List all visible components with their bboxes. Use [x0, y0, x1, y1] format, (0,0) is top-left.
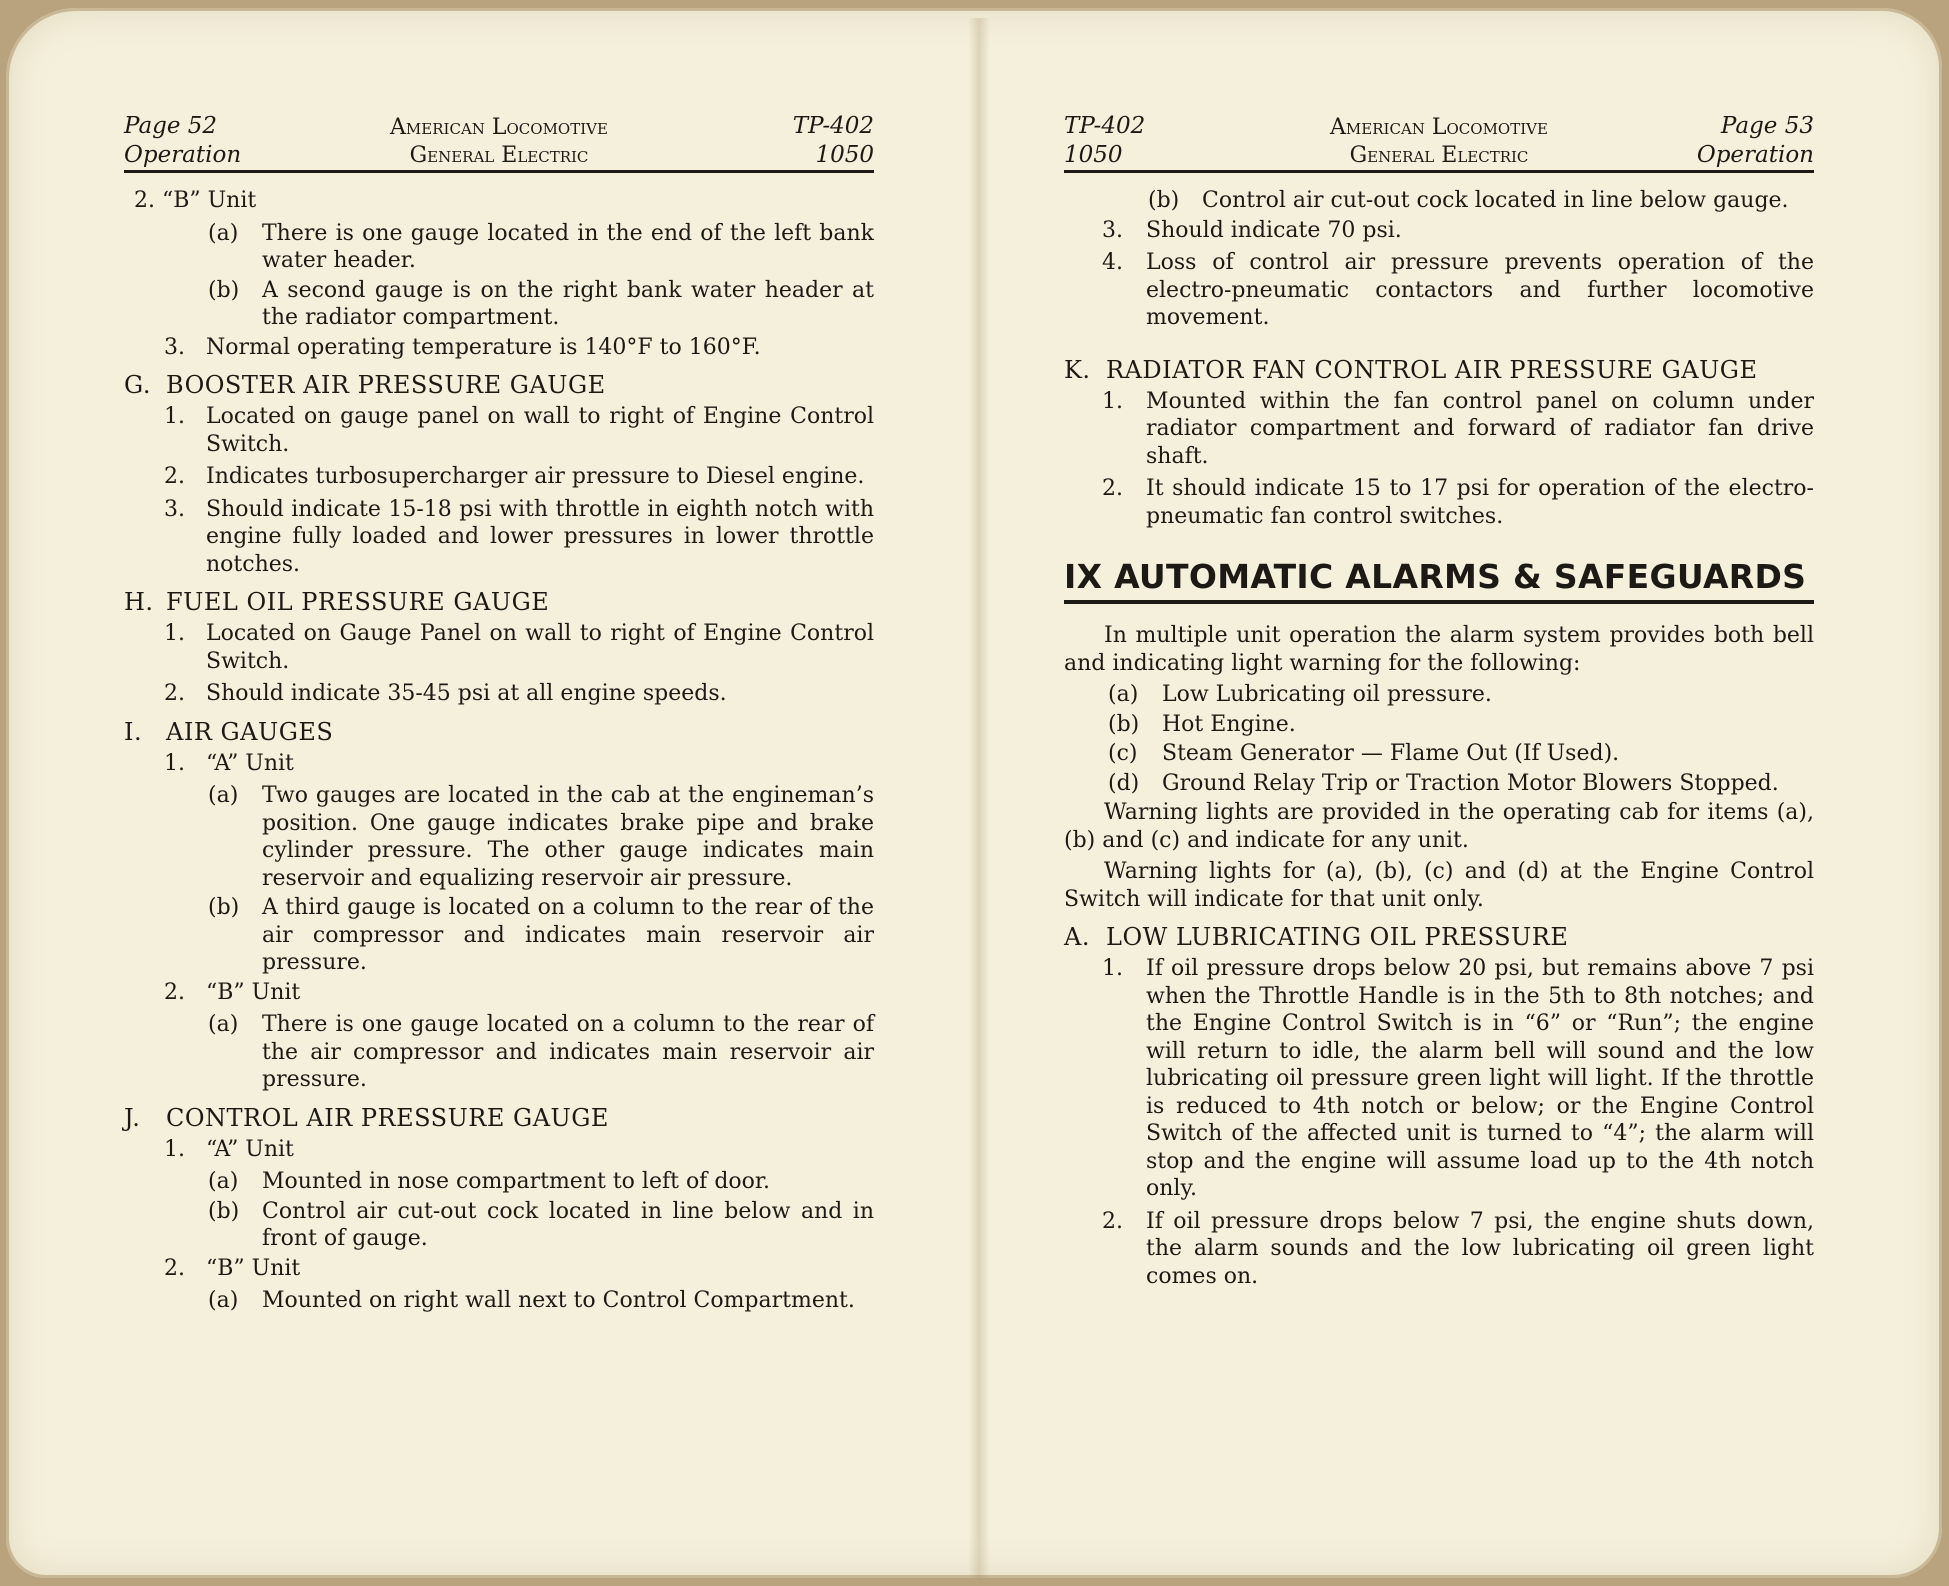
- item-text: Located on gauge panel on wall to right of Engine Control Switch.: [206, 404, 874, 457]
- list-item: [1102, 249, 1814, 332]
- item-marker: K.: [1064, 355, 1091, 384]
- item-text: 2. “B” Unit: [134, 188, 257, 213]
- item-marker: (b): [208, 277, 240, 303]
- item-text: Low Lubricating oil pressure.: [1162, 682, 1492, 707]
- item-text: Should indicate 35-45 psi at all engine speeds.: [206, 681, 727, 706]
- section-heading-g: [124, 371, 874, 399]
- item-text: A third gauge is located on a column to the rear of the air compressor and indicates main reservoir air pressure.: [262, 895, 874, 975]
- item-text: Loss of control air pressure prevents operation of the electro-pneumatic contactors and further locomotive movement.: [1146, 250, 1814, 330]
- list-item: [1102, 1208, 1814, 1291]
- section-heading-h: [124, 588, 874, 616]
- item-text: “B” Unit: [206, 979, 301, 1005]
- list-item: [164, 334, 874, 362]
- item-text: Normal operating temperature is 140°F to 160°F.: [206, 334, 761, 360]
- publisher-line-2: General Electric: [1349, 143, 1529, 168]
- item-marker: G.: [124, 371, 151, 399]
- section-heading-j: [124, 1104, 874, 1132]
- item-marker: (a): [208, 1012, 239, 1037]
- doc-number: 1050: [1064, 142, 1123, 168]
- item-text: “A” Unit: [206, 1136, 294, 1162]
- item-text: Control air cut-out cock located in line below gauge.: [1202, 188, 1789, 213]
- item-text: Mounted in nose compartment to left of door.: [262, 1169, 770, 1194]
- list-item: [164, 463, 874, 491]
- item-marker: 1.: [1102, 388, 1123, 414]
- item-marker: (b): [208, 895, 240, 920]
- item-text: There is one gauge located in the end of the left bank water header.: [262, 220, 874, 273]
- page-number: Page 52: [124, 113, 218, 139]
- item-text: Steam Generator — Flame Out (If Used).: [1162, 741, 1620, 766]
- item-marker: 2.: [1102, 476, 1123, 501]
- list-item: [1108, 681, 1814, 709]
- item-text: Indicates turbosupercharger air pressure to Diesel engine.: [206, 464, 865, 489]
- item-marker: 2.: [164, 464, 185, 489]
- item-text: Two gauges are located in the cab at the engineman’s position. One gauge indicates brake pipe and brake cylinder pressure. The other gauge indicates main reservoir and equalizing reservoir air pressure.: [262, 783, 874, 891]
- doc-code: TP-402: [792, 113, 874, 139]
- item-marker: H.: [124, 588, 154, 616]
- intro-paragraph: In multiple unit operation the alarm system provides both bell and indicating light warning for the following:: [1064, 623, 1814, 676]
- item-marker: (a): [208, 783, 239, 808]
- item-marker: J.: [124, 1103, 141, 1132]
- item-text: “A” Unit: [206, 750, 294, 776]
- item-text: A second gauge is on the right bank water header at the radiator compartment.: [262, 277, 874, 330]
- list-item: [164, 403, 874, 458]
- list-item: [208, 277, 874, 332]
- item-text: Mounted within the fan control panel on column under radiator compartment and forward of radiator fan drive shaft.: [1146, 388, 1814, 469]
- item-text: Ground Relay Trip or Traction Motor Blowers Stopped.: [1162, 770, 1779, 796]
- list-item: [1102, 217, 1814, 245]
- list-item: [208, 1168, 874, 1196]
- header-right: [1697, 112, 1814, 170]
- publisher-line-1: American Locomotive: [1330, 115, 1548, 140]
- list-item: [208, 894, 874, 977]
- item-marker: (b): [1148, 188, 1180, 213]
- item-marker: 4.: [1102, 250, 1123, 275]
- item-marker: 1.: [1102, 956, 1123, 981]
- item-text: Located on Gauge Panel on wall to right of Engine Control Switch.: [206, 621, 874, 674]
- item-text: RADIATOR FAN CONTROL AIR PRESSURE GAUGE: [1106, 355, 1758, 384]
- list-item: [1108, 770, 1814, 798]
- left-page: [124, 108, 874, 1317]
- list-item: [164, 979, 874, 1007]
- item-text: AIR GAUGES: [166, 717, 334, 746]
- publisher-line-2: General Electric: [409, 143, 589, 168]
- item-marker: (a): [208, 1288, 239, 1313]
- list-item: [164, 496, 874, 579]
- section-label: Operation: [124, 142, 242, 168]
- gutter: [968, 18, 990, 1578]
- item-marker: 3.: [1102, 217, 1123, 243]
- item-marker: 2.: [164, 979, 185, 1005]
- item-marker: 1.: [164, 404, 185, 429]
- list-item: [1148, 187, 1814, 215]
- item-marker: 2.: [164, 1255, 185, 1281]
- list-item: [164, 1255, 874, 1283]
- doc-code: TP-402: [1064, 113, 1146, 139]
- item-marker: (a): [208, 1169, 239, 1194]
- item-text: There is one gauge located on a column to the rear of the air compressor and indicates main reservoir air pressure.: [262, 1012, 874, 1092]
- item-text: Mounted on right wall next to Control Compartment.: [262, 1288, 855, 1313]
- section-label: Operation: [1696, 142, 1814, 168]
- header-center: [124, 114, 874, 170]
- header-right: [793, 112, 874, 170]
- list-item: [208, 1198, 874, 1253]
- section-heading-i: [124, 718, 874, 746]
- item-marker: (d): [1108, 770, 1140, 796]
- page-number: Page 53: [1720, 113, 1814, 139]
- right-page: [1064, 108, 1814, 1295]
- left-page-header: [124, 108, 874, 173]
- item-marker: 1.: [164, 621, 185, 646]
- item-text: CONTROL AIR PRESSURE GAUGE: [166, 1103, 609, 1132]
- paragraph: Warning lights are provided in the operating cab for items (a), (b) and (c) and indicate for any unit.: [1064, 800, 1814, 853]
- list-item: [164, 1136, 874, 1164]
- section-heading-a: [1064, 923, 1814, 951]
- list-item: [164, 680, 874, 708]
- item-marker: 1.: [164, 750, 185, 776]
- list-item: [1102, 388, 1814, 471]
- item-marker: (b): [208, 1198, 240, 1224]
- item-marker: (b): [1108, 711, 1140, 737]
- item-marker: (c): [1108, 741, 1138, 766]
- list-item: [208, 1287, 874, 1315]
- item-marker: I.: [124, 717, 143, 746]
- item-marker: 2.: [1102, 1208, 1123, 1234]
- doc-number: 1050: [815, 142, 874, 168]
- item-marker: 3.: [164, 496, 185, 522]
- list-item: [1102, 475, 1814, 530]
- list-item: [164, 750, 874, 778]
- item-text: Should indicate 15-18 psi with throttle in eighth notch with engine fully loaded and lower pressures in lower throttle notches.: [206, 496, 874, 577]
- list-item: [208, 782, 874, 892]
- item-marker: 2.: [164, 681, 185, 706]
- item-text: LOW LUBRICATING OIL PRESSURE: [1106, 923, 1569, 951]
- list-item: [208, 1011, 874, 1094]
- item-text: FUEL OIL PRESSURE GAUGE: [166, 588, 550, 616]
- item-text: Should indicate 70 psi.: [1146, 217, 1402, 243]
- item-text: It should indicate 15 to 17 psi for operation of the electro-pneumatic fan control switches.: [1146, 476, 1814, 529]
- item-text: BOOSTER AIR PRESSURE GAUGE: [166, 371, 606, 399]
- list-item: [134, 187, 874, 215]
- chapter-title: IX AUTOMATIC ALARMS & SAFEGUARDS: [1064, 558, 1814, 604]
- list-item: [208, 220, 874, 275]
- item-text: Hot Engine.: [1162, 711, 1296, 737]
- item-marker: (a): [1108, 682, 1139, 707]
- item-text: If oil pressure drops below 7 psi, the engine shuts down, the alarm sounds and the low lubricating oil green light comes on.: [1146, 1208, 1814, 1289]
- item-marker: 3.: [164, 334, 185, 360]
- item-marker: A.: [1064, 923, 1090, 951]
- right-page-header: [1064, 108, 1814, 173]
- list-item: [164, 620, 874, 675]
- list-item: [1108, 711, 1814, 739]
- publisher-line-1: American Locomotive: [390, 115, 608, 140]
- item-marker: 1.: [164, 1136, 185, 1162]
- list-item: [1102, 955, 1814, 1203]
- item-text: If oil pressure drops below 20 psi, but remains above 7 psi when the Throttle Handle is in the 5th to 8th notches; and the Engine Control Switch is in “6” or “Run”; the engine will return to idle, the alarm bell will sound and the low lubricating oil pressure green light will light. If the throttle is reduced to 4th notch or below; or the Engine Control Switch of the affected unit is turned to “4”; the alarm will stop and the engine will assume load up to the 4th notch only.: [1146, 956, 1814, 1201]
- paragraph: Warning lights for (a), (b), (c) and (d) at the Engine Control Switch will indicate for that unit only.: [1064, 859, 1814, 912]
- item-text: “B” Unit: [206, 1255, 301, 1281]
- item-text: Control air cut-out cock located in line below and in front of gauge.: [262, 1198, 874, 1251]
- section-heading-k: [1064, 356, 1814, 384]
- item-marker: (a): [208, 220, 239, 246]
- list-item: [1108, 740, 1814, 768]
